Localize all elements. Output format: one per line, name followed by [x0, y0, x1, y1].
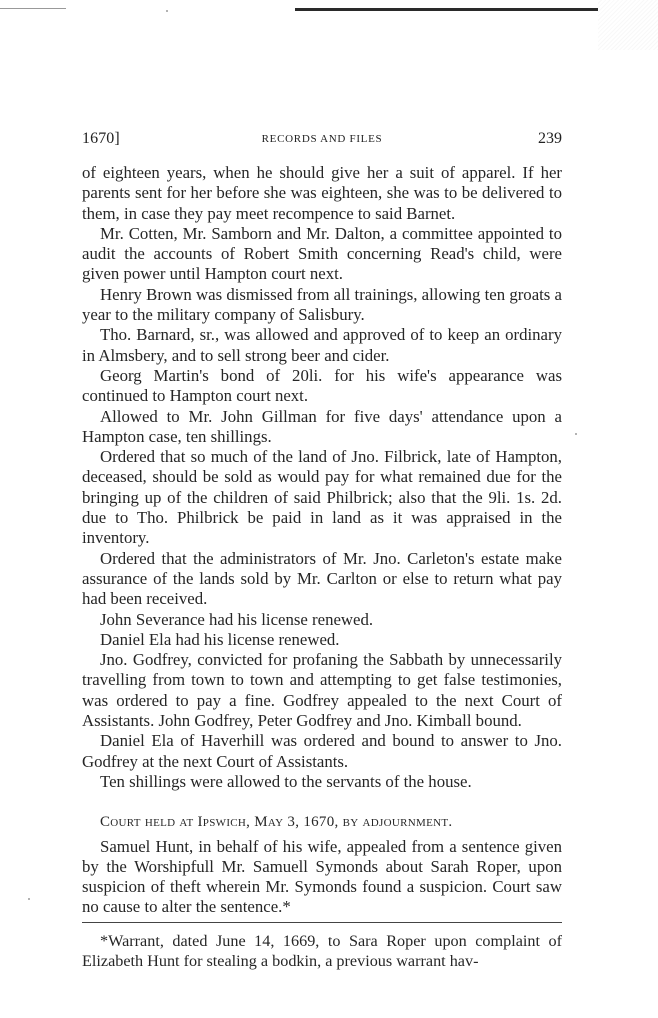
paragraph: Henry Brown was dismissed from all trainings, allowing ten groats a year to the military company of Salisbury. — [82, 284, 562, 325]
paragraph: Mr. Cotten, Mr. Samborn and Mr. Dalton, a committee appointed to audit the accounts of Robert Smith concerning Read's child, were given power until Hampton court next. — [82, 223, 562, 284]
scan-dust-mark — [28, 898, 30, 900]
running-header — [82, 130, 562, 148]
section-heading: Court held at Ipswich, May 3, 1670, by adjournment. — [100, 814, 453, 831]
page-number: 239 — [538, 130, 562, 147]
scan-speckle — [598, 0, 658, 50]
paragraph: Allowed to Mr. John Gillman for five days' attendance upon a Hampton case, ten shillings. — [82, 406, 562, 446]
body-text — [82, 163, 562, 971]
paragraph: Ten shillings were allowed to the servants of the house. — [100, 771, 472, 791]
paragraph: Georg Martin's bond of 20li. for his wife's appearance was continued to Hampton court next. — [82, 365, 562, 406]
paragraph: of eighteen years, when he should give her a suit of apparel. If her parents sent for her before she was eighteen, she was to be delivered to them, in case they pay meet recompence to said Barnet. — [82, 163, 562, 223]
header-title: RECORDS AND FILES — [261, 133, 383, 145]
paragraph: Ordered that the administrators of Mr. Jno. Carleton's estate make assurance of the lands sold by Mr. Carlton or else to return what pay had been received. — [82, 548, 562, 609]
footnote-divider — [82, 922, 562, 923]
paragraph: Daniel Ela of Haverhill was ordered and bound to answer to Jno. Godfrey at the next Court of Assistants. — [82, 731, 562, 771]
header-year: 1670] — [82, 130, 120, 147]
paragraph: Ordered that so much of the land of Jno. Filbrick, late of Hampton, deceased, should be sold as would pay for what remained due for the bringing up of the children of said Philbrick; also that the 9li. 1s. 2d. due to Tho. Philbrick be paid in land as it was appraised in the inventory. — [82, 447, 562, 548]
footnote: *Warrant, dated June 14, 1669, to Sara Roper upon complaint of Elizabeth Hunt for stealing a bodkin, a previous warrant hav- — [82, 931, 562, 970]
scan-dust-mark — [575, 433, 577, 435]
scan-dust-mark — [166, 10, 168, 12]
paragraph: Samuel Hunt, in behalf of his wife, appealed from a sentence given by the Worshipfull Mr. Samuell Symonds about Sarah Roper, upon suspicion of theft wherein Mr. Symonds found a suspicion. Court saw no cause to alter the sentence.* — [82, 836, 562, 917]
paragraph: Tho. Barnard, sr., was allowed and approved of to keep an ordinary in Almsbery, and to sell strong beer and cider. — [82, 325, 562, 365]
paragraph: John Severance had his license renewed. — [100, 609, 374, 629]
paragraph: Daniel Ela had his license renewed. — [100, 629, 340, 649]
scan-edge-bar — [295, 8, 598, 11]
paragraph: Jno. Godfrey, convicted for profaning the Sabbath by unnecessarily travelling from town to town and attempting to get false testimonies, was ordered to pay a fine. Godfrey appealed to the next Court of Assistants. John Godfrey, Peter Godfrey and Jno. Kimball bound. — [82, 650, 562, 731]
scan-edge-line — [0, 8, 66, 9]
